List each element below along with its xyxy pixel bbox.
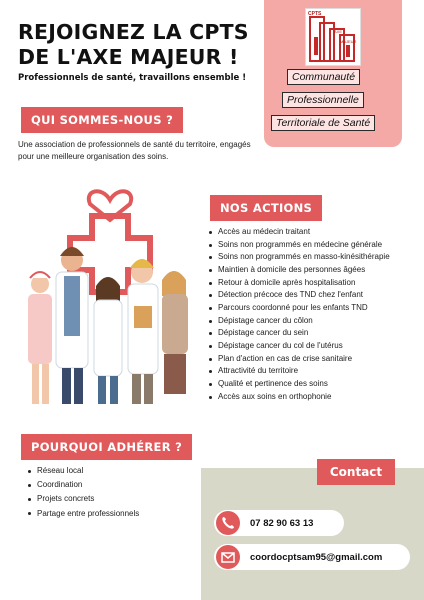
join-list [26,464,139,521]
medical-team-illustration [20,176,200,416]
mail-icon [216,545,240,569]
email-address[interactable]: coordocptsam95@gmail.com [250,552,383,563]
list-item: Retour à domicile après hospitalisation [207,277,390,290]
list-item: Parcours coordonné pour les enfants TND [207,302,390,315]
logo-text-cpts: CPTS [308,11,322,17]
list-item: Soins non programmés en médecine générale [207,239,390,252]
cpts-logo-graphic [306,9,362,67]
list-item: Accès au médecin traitant [207,226,390,239]
title-line-1: REJOIGNEZ LA CPTS [18,20,249,44]
phone-icon [216,511,240,535]
list-item: Attractivité du territoire [207,365,390,378]
join-heading: POURQUOI ADHÉRER ? [21,434,192,460]
logo-text-majeur: MAJEUR [340,39,357,44]
contact-heading: Contact [317,459,395,485]
logo-line-professionnelle: Professionnelle [282,92,364,108]
list-item: Dépistage cancer du col de l'utérus [207,340,390,353]
tagline: Professionnels de santé, travaillons ensemble ! [18,73,247,83]
list-item: Projets concrets [26,492,139,506]
list-item: Accès aux soins en orthophonie [207,391,390,404]
about-heading: QUI SOMMES-NOUS ? [21,107,183,133]
list-item: Qualité et pertinence des soins [207,378,390,391]
list-item: Maintien à domicile des personnes âgées [207,264,390,277]
title-line-2: DE L'AXE MAJEUR ! [18,45,239,69]
logo-line-communaute: Communauté [287,69,360,85]
cpts-logo [305,8,361,66]
list-item: Dépistage cancer du sein [207,327,390,340]
actions-heading: NOS ACTIONS [210,195,322,221]
list-item: Dépistage cancer du côlon [207,315,390,328]
list-item: Soins non programmés en masso-kinésithérapie [207,251,390,264]
about-text: Une association de professionnels de santé du territoire, engagés pour une meilleure organisation des soins. [18,140,251,161]
logo-text-axe: AXE [334,29,343,34]
list-item: Partage entre professionnels [26,507,139,521]
actions-list [207,226,390,403]
list-item: Coordination [26,478,139,492]
page-title [18,20,258,70]
list-item: Réseau local [26,464,139,478]
phone-number[interactable]: 07 82 90 63 13 [250,518,314,529]
logo-line-territoriale: Territoriale de Santé [271,115,375,131]
list-item: Plan d'action en cas de crise sanitaire [207,353,390,366]
list-item: Détection précoce des TND chez l'enfant [207,289,390,302]
people-group [28,247,188,404]
